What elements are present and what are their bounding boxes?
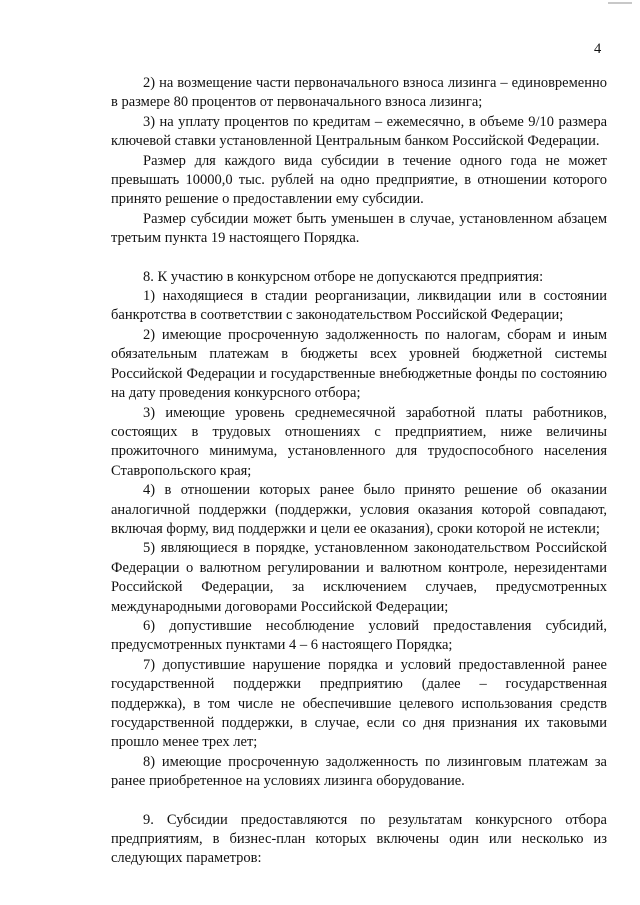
paragraph: 8. К участию в конкурсном отборе не допускаются предприятия: [143, 268, 544, 285]
paragraph: 9. Субсидии предоставляются по результатам конкурсного отбора предприятиям, в бизнес-план которых включены один или несколько из следующих параметров: [111, 811, 607, 867]
section-spacer [111, 249, 607, 268]
paragraph: 5) являющиеся в порядке, установленном законодательством Российской Федерации о валютном регулировании и валютном контроле, нерезидентами Российской Федерации, за исключением случаев, предусмотренных международными договорами Российской Федерации; [111, 540, 607, 615]
scan-corner-mark [608, 2, 632, 4]
paragraph: 7) допустившие нарушение порядка и условий предоставленной ранее государственной поддержки предприятию (далее – государственная поддержка), в том числе не обеспечившие целевого использования средств государственной поддержки, в случае, если со дня признания их таковыми прошло менее трех лет; [111, 656, 607, 751]
paragraph: 2) на возмещение части первоначального взноса лизинга – единовременно в размере 80 процентов от первоначального взноса лизинга; [111, 75, 607, 111]
paragraph: 2) имеющие просроченную задолженность по налогам, сборам и иным обязательным платежам в бюджеты всех уровней бюджетной системы Российской Федерации и государственные внебюджетные фонды по состоянию на дату проведения конкурсного отбора; [111, 326, 607, 402]
paragraph: 8) имеющие просроченную задолженность по лизинговым платежам за ранее приобретенное на условиях лизинга оборудование. [111, 753, 607, 790]
document-body [111, 74, 607, 869]
paragraph: 1) находящиеся в стадии реорганизации, ликвидации или в состоянии банкротства в соответствии с законодательством Российской Федерации; [111, 288, 607, 324]
paragraph: Размер для каждого вида субсидии в течение одного года не может превышать 10000,0 тыс. рублей на одно предприятие, в отношении которого принято решение о предоставлении ему субсидии. [111, 152, 607, 208]
paragraph: Размер субсидии может быть уменьшен в случае, установленном абзацем третьим пункта 19 настоящего Порядка. [111, 210, 607, 247]
paragraph: 3) имеющие уровень среднемесячной заработной платы работников, состоящих в трудовых отношениях с предприятием, ниже величины прожиточного минимума, установленного для трудоспособного населения Ставропольского края; [111, 404, 607, 479]
section-spacer [111, 792, 607, 811]
paragraph: 3) на уплату процентов по кредитам – ежемесячно, в объеме 9/10 размера ключевой ставки установленной Центральным банком Российской Федерации. [111, 113, 607, 150]
paragraph: 4) в отношении которых ранее было принято решение об оказании аналогичной поддержки (поддержки, условия оказания которой совпадают, включая форму, вид поддержки и цели ее оказания), сроки которой не истекли; [111, 482, 607, 537]
page-number: 4 [594, 41, 602, 57]
paragraph: 6) допустившие несоблюдение условий предоставления субсидий, предусмотренных пунктами 4 – 6 настоящего Порядка; [111, 617, 607, 654]
